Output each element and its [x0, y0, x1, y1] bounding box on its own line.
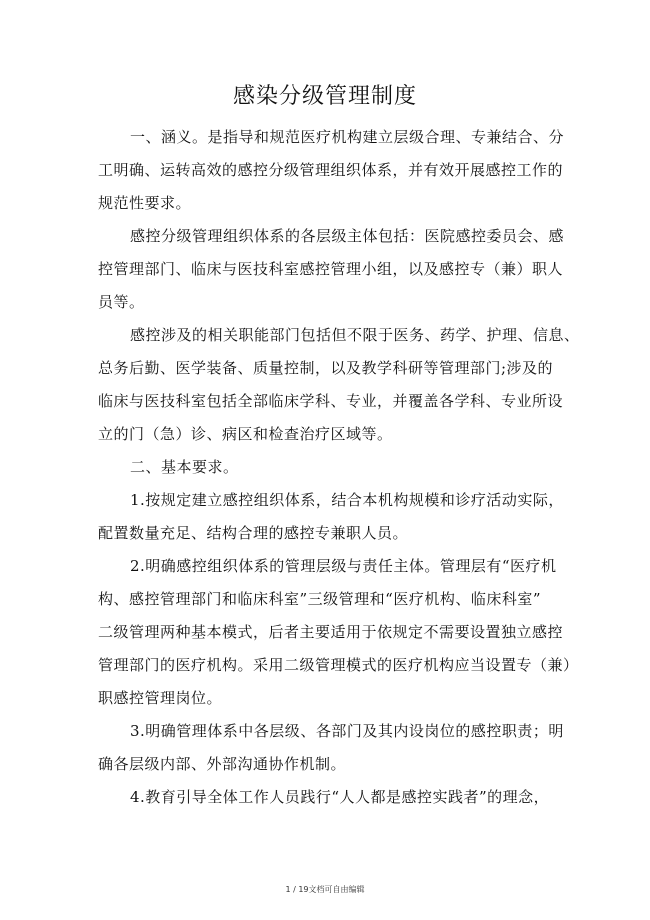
paragraph-line: 3.明确管理体系中各层级、各部门及其内设岗位的感控职责；明 [130, 722, 564, 740]
paragraph-line: 配置数量充足、结构合理的感控专兼职人员。 [98, 524, 409, 542]
paragraph-line: 确各层级内部、外部沟通协作机制。 [98, 755, 347, 773]
paragraph-line: 规范性要求。 [98, 194, 192, 212]
section-heading: 二、基本要求。 [130, 458, 239, 476]
paragraph-line: 感控分级管理组织体系的各层级主体包括：医院感控委员会、感 [130, 227, 565, 245]
paragraph-line: 2.明确感控组织体系的管理层级与责任主体。管理层有“医疗机 [130, 557, 557, 575]
paragraph-line: 总务后勤、医学装备、质量控制，以及教学科研等管理部门;涉及的 [98, 359, 554, 377]
paragraph-line: 控管理部门、临床与医技科室感控管理小组，以及感控专（兼）职人 [98, 260, 564, 278]
paragraph-line: 职感控管理岗位。 [98, 689, 223, 707]
page-title: 感染分级管理制度 [232, 84, 417, 109]
paragraph-line: 员等。 [98, 293, 145, 311]
paragraph-line: 构、感控管理部门和临床科室”三级管理和“医疗机构、临床科室” [98, 590, 542, 608]
paragraph-line: 工明确、运转高效的感控分级管理组织体系，并有效开展感控工作的 [98, 161, 564, 179]
paragraph-line: 1.按规定建立感控组织体系，结合本机构规模和诊疗活动实际， [130, 491, 564, 509]
paragraph-line: 管理部门的医疗机构。采用二级管理模式的医疗机构应当设置专（兼） [98, 656, 579, 674]
page-footer: 1 / 19文档可自由编辑 [285, 885, 365, 894]
paragraph-line: 4.教育引导全体工作人员践行“人人都是感控实践者”的理念， [130, 788, 550, 806]
paragraph-line: 立的门（急）诊、病区和检查治疗区域等。 [98, 425, 393, 443]
paragraph-line: 感控涉及的相关职能部门包括但不限于医务、药学、护理、信息、 [130, 326, 580, 344]
paragraph-line: 一、涵义。是指导和规范医疗机构建立层级合理、专兼结合、分 [130, 128, 565, 146]
paragraph-line: 临床与医技科室包括全部临床学科、专业，并覆盖各学科、专业所设 [98, 392, 564, 410]
paragraph-line: 二级管理两种基本模式，后者主要适用于依规定不需要设置独立感控 [98, 623, 564, 641]
